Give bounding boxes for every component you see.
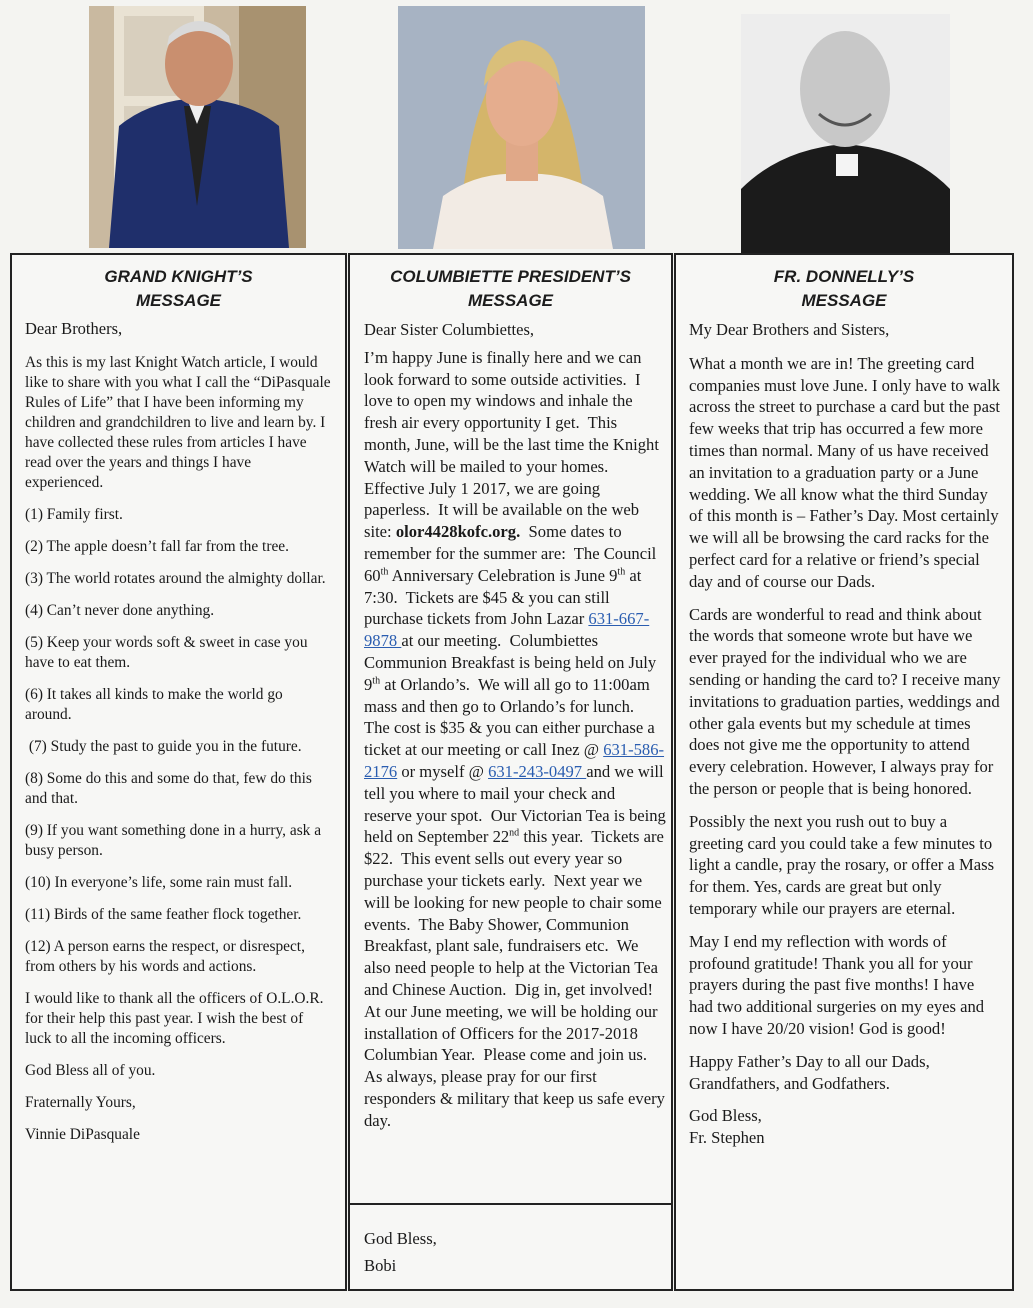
grand-knight-thanks: I would like to thank all the officers of O.L.O.R. for their help this past year. I wish the best of luck to all the incoming officers. <box>25 990 324 1047</box>
grand-knight-body <box>12 319 345 1145</box>
phone-link-john[interactable]: 631-667-9878 <box>364 609 650 651</box>
columbiette-salutation: Dear Sister Columbiettes, <box>364 320 535 339</box>
columbiette-signoff <box>350 1203 671 1289</box>
donnelly-paragraph-4: May I end my reflection with words of profound gratitude! Thank you all for your prayers during the past five months! I have had two additional surgeries on my eyes and now I have 20/20 vision! God is good! <box>689 931 985 1038</box>
donnelly-signature: Fr. Stephen <box>689 1128 765 1148</box>
columbiette-president-photo <box>398 6 645 249</box>
rule-7: (7) Study the past to guide you in the future. <box>25 738 302 755</box>
rule-4: (4) Can’t never done anything. <box>25 602 215 619</box>
rule-11: (11) Birds of the same feather flock together. <box>25 906 302 923</box>
grand-knight-blessing: God Bless all of you. <box>25 1062 156 1079</box>
rule-10: (10) In everyone’s life, some rain must fall. <box>25 874 293 891</box>
phone-link-self[interactable]: 631-243-0497 <box>488 761 587 781</box>
donnelly-salutation: My Dear Brothers and Sisters, <box>689 320 890 339</box>
grand-knight-photo <box>89 6 306 248</box>
rule-12: (12) A person earns the respect, or disrespect, from others by his words and actions. <box>25 938 305 975</box>
website-text: olor4428kofc.org. <box>395 522 521 542</box>
grand-knight-column <box>10 253 347 1291</box>
rule-8: (8) Some do this and some do that, few do this and that. <box>25 770 312 807</box>
rule-6: (6) It takes all kinds to make the world go around. <box>25 686 283 723</box>
columbiette-closing: God Bless, <box>364 1229 437 1248</box>
donnelly-column <box>674 253 1014 1291</box>
columbiette-body <box>350 319 671 1131</box>
grand-knight-intro: As this is my last Knight Watch article, I would like to share with you what I call the “DiPasquale Rules of Life” that I have been informing my children and grandchildren to live and learn by. I have collected these rules from articles I have read over the years and things I have experienced. <box>25 354 331 491</box>
grand-knight-signature: Vinnie DiPasquale <box>25 1126 140 1143</box>
donnelly-title: FR. DONNELLY’S MESSAGE <box>773 267 915 310</box>
grand-knight-closing: Fraternally Yours, <box>25 1094 136 1111</box>
donnelly-paragraph-5: Happy Father’s Day to all our Dads, Grandfathers, and Godfathers. <box>689 1051 930 1093</box>
donnelly-paragraph-2: Cards are wonderful to read and think about the words that someone wrote but have we ever prayed for the individual who we are sending or handing the card to? I receive many invitations to graduation parties, weddings and other gala events but my schedule at times does not give me the opportunity to attend every celebration. However, I always pray for the person or people that is being honored. <box>689 604 1001 798</box>
donnelly-paragraph-3: Possibly the next you rush out to buy a greeting card you could take a few minutes to light a candle, pray the rosary, or offer a Mass for them. Yes, cards are great but only temporary while our prayers are eternal. <box>689 811 995 918</box>
rule-1: (1) Family first. <box>25 506 123 523</box>
donnelly-body <box>676 319 1012 1149</box>
rule-9: (9) If you want something done in a hurry, ask a busy person. <box>25 822 322 859</box>
columbiette-title: COLUMBIETTE PRESIDENT’S MESSAGE <box>390 267 631 310</box>
donnelly-closing: God Bless, Fr. Stephen <box>689 1106 765 1148</box>
phone-link-inez[interactable]: 631-586-2176 <box>364 740 665 781</box>
donnelly-paragraph-1: What a month we are in! The greeting card companies must love June. I only have to walk across the street to purchase a card but the past few weeks that trip has occurred a few more times than normal. Many of us have received an invitation to a graduation party or a June wedding. We all know what the third Sunday of this month is – Father’s Day. Most certainly we will all be browsing the card racks for the perfect card for a relative or friend’s special day and of course our Dads. <box>689 353 1001 591</box>
fr-donnelly-photo <box>741 14 950 256</box>
rule-2: (2) The apple doesn’t fall far from the tree. <box>25 538 289 555</box>
grand-knight-title: GRAND KNIGHT’S MESSAGE <box>104 267 253 310</box>
grand-knight-salutation: Dear Brothers, <box>25 319 123 338</box>
columbiette-signature: Bobi <box>364 1256 397 1275</box>
rule-3: (3) The world rotates around the almighty dollar. <box>25 570 326 587</box>
columbiette-column <box>348 253 673 1291</box>
columbiette-message: I’m happy June is finally here and we can look forward to some outside activities. I love to open my windows and inhale the fresh air every opportunity I get. This month, June, will be the last time the Knight Watch will be mailed to your homes. Effective July 1 2017, we are going paperless. It will be available on the web site: olor4428kofc.org. Some dates to remember for the summer are: The Council 60th Anniversary Celebration is June 9th at 7:30. Tickets are $45 & you can still purchase tickets from John Lazar 631-667-9878 at our meeting. Columbiettes Communion Breakfast is being held on July 9th at Orlando’s. We will all go to 11:00am mass and then go to Orlando’s for lunch. The cost is $35 & you can either purchase a ticket at our meeting or call Inez @ 631-586-2176 or myself @ 631-243-0497 and we will tell you where to mail your check and reserve your spot. Our Victorian Tea is being held on September 22nd this year. Tickets are $22. This event sells out every year so purchase your tickets early. Next year we will be looking for new people to chair some events. The Baby Shower, Communion Breakfast, plant sale, fundraisers etc. We also need people to help at the Victorian Tea and Chinese Auction. Dig in, get involved! At our June meeting, we will be holding our installation of Officers for the 2017-2018 Columbian Year. Please come and join us. As always, please pray for our first responders & military that keep us safe every day. <box>364 347 670 1130</box>
rule-5: (5) Keep your words soft & sweet in case you have to eat them. <box>25 634 308 671</box>
